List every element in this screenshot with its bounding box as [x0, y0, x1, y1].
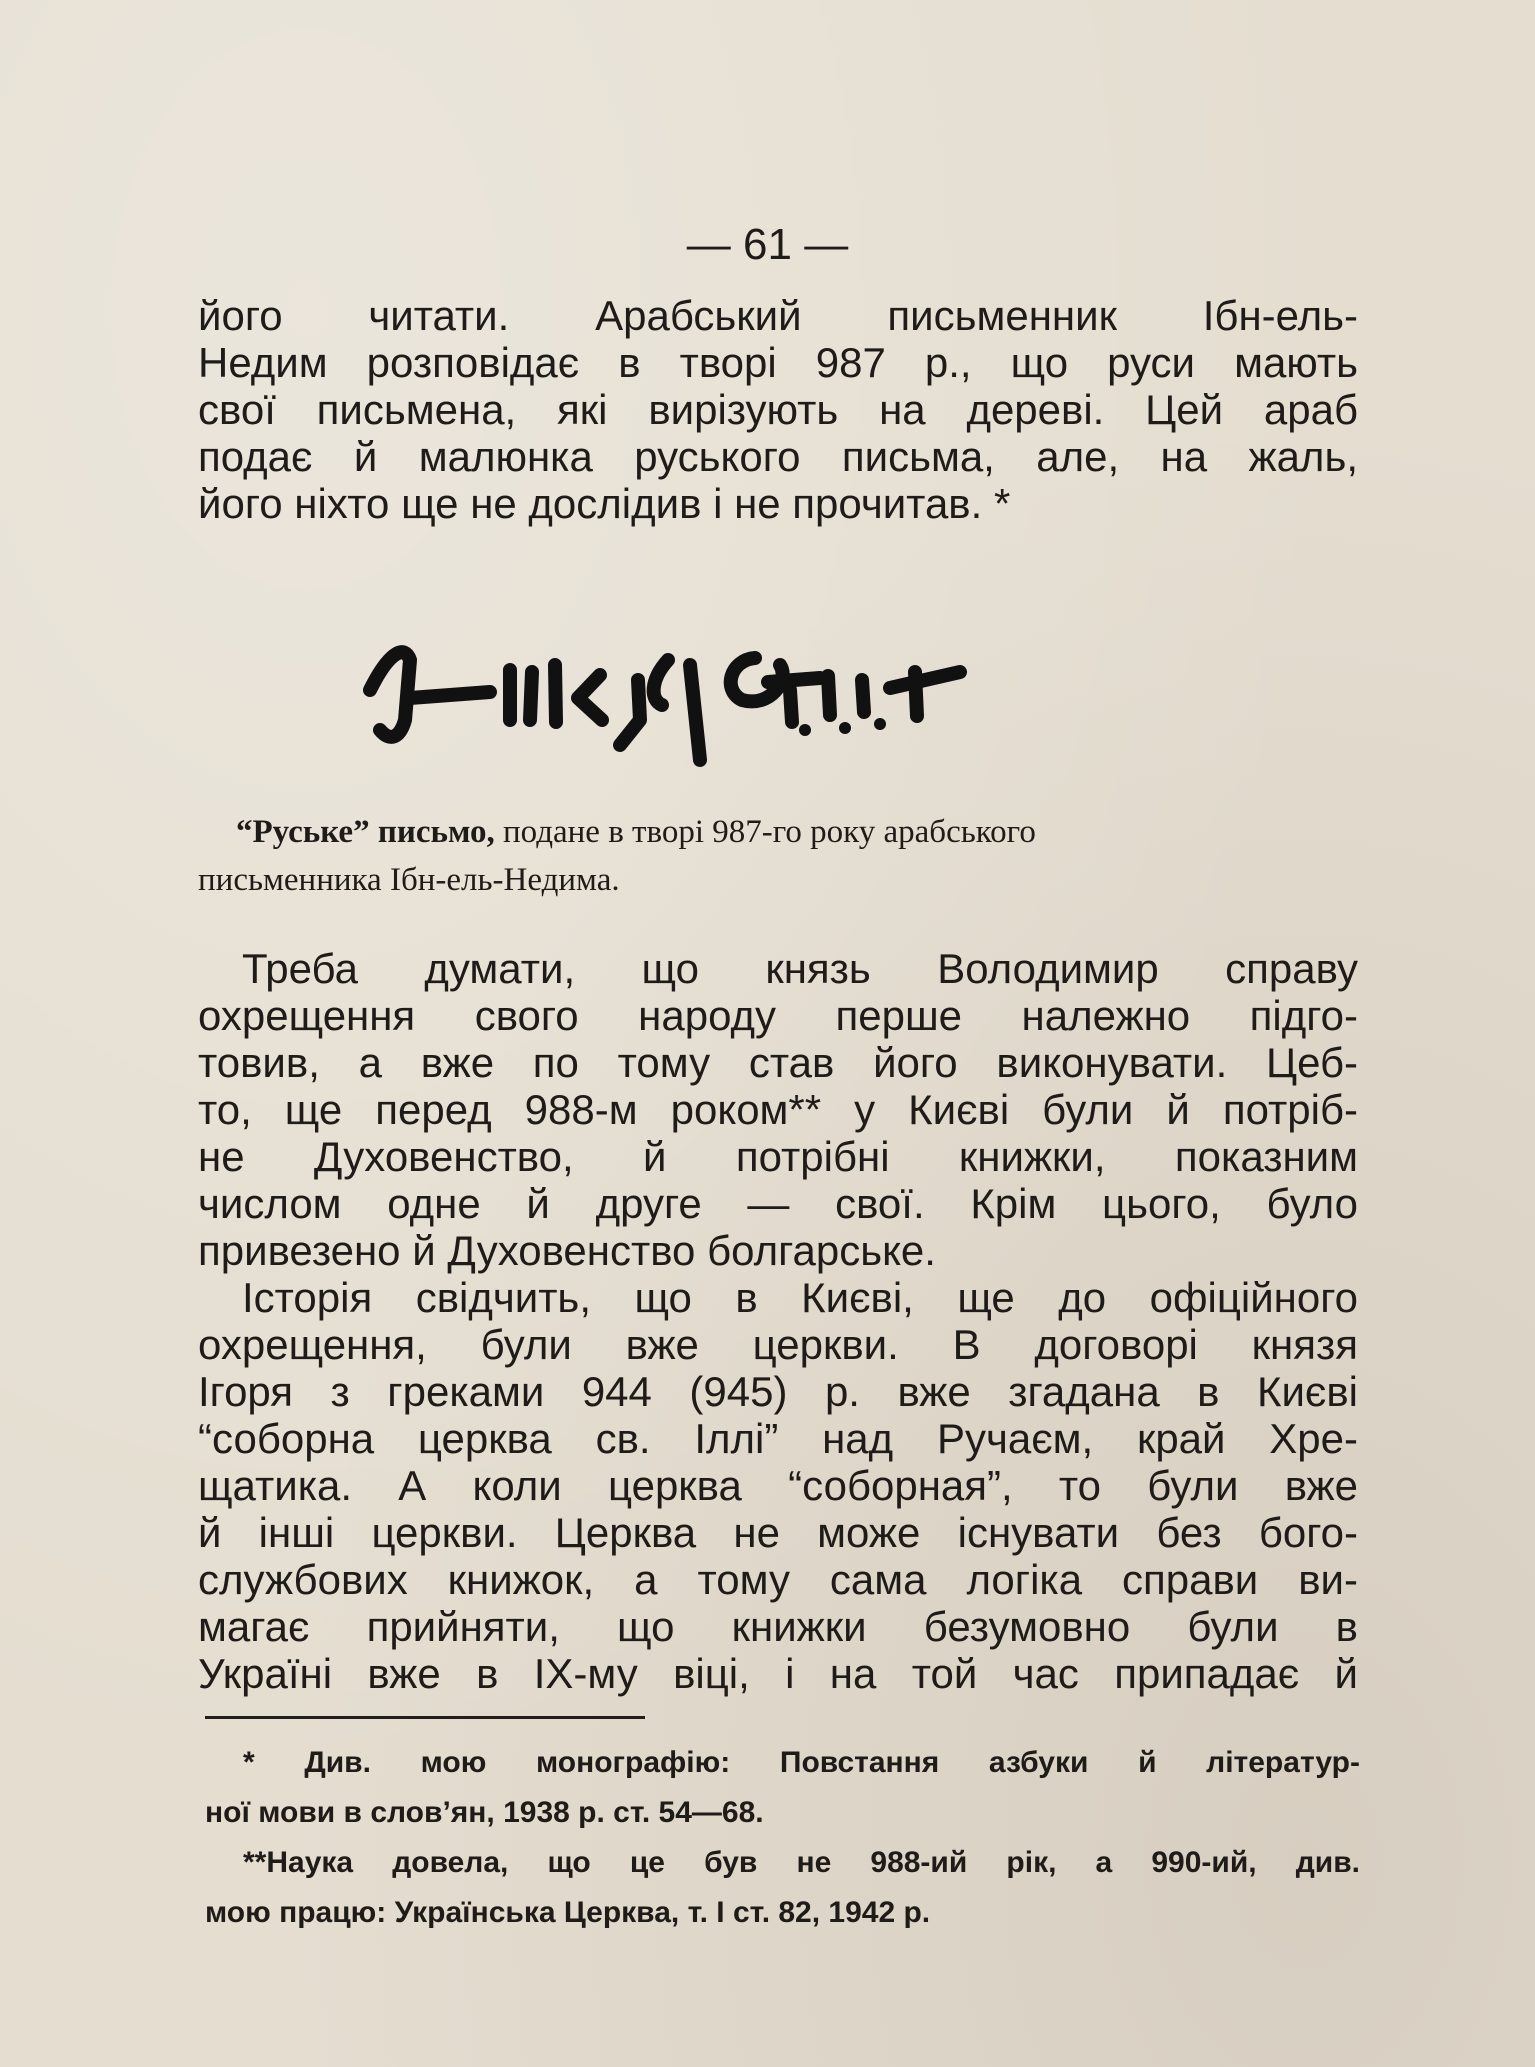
text-line: Україні вже в ІХ-му віці, і на той час припадає й [198, 1650, 1358, 1697]
footnote-line: * Див. мою монографію: Повстання азбуки й літератур- [243, 1746, 1360, 1779]
text-line: Ігоря з греками 944 (945) р. вже згадана в Києві [198, 1368, 1358, 1415]
footnote-divider [205, 1716, 645, 1719]
text-line: Недим розповідає в творі 987 р., що руси мають [198, 339, 1358, 386]
text-line: магає прийняти, що книжки безумовно були в [198, 1603, 1358, 1650]
rus-script-inscription [350, 620, 1150, 770]
text-line: товив, а вже по тому став його виконувати. Цеб- [198, 1039, 1358, 1086]
text-line: охрещення свого народу перше належно підго- [198, 992, 1358, 1039]
caption-line [198, 808, 1328, 856]
footnote-line: ної мови в слов’ян, 1938 р. ст. 54—68. [205, 1796, 764, 1829]
footnote-line: **Наука довела, що це був не 988-ий рік, а 990-ий, див. [243, 1846, 1360, 1879]
main-text [198, 945, 1358, 1697]
top-paragraph [198, 292, 1358, 527]
text-line: охрещення, були вже церкви. В договорі князя [198, 1321, 1358, 1368]
text-line: щатика. А коли церква “соборная”, то були вже [198, 1462, 1358, 1509]
caption-line: письменника Ібн-ель-Недима. [198, 862, 620, 898]
text-line: Історія свідчить, що в Києві, ще до офіційного [242, 1274, 1358, 1321]
text-line: “соборна церква св. Іллі” над Ручаєм, край Хре- [198, 1415, 1358, 1462]
text-line: привезено й Духовенство болгарське. [198, 1227, 936, 1274]
caption-rest: подане в творі 987-го року арабського [494, 814, 1036, 850]
text-line: його читати. Арабський письменник Ібн-ель- [198, 292, 1358, 339]
footnotes [205, 1738, 1360, 1938]
text-line: не Духовенство, й потрібні книжки, показним [198, 1133, 1358, 1180]
text-line: подає й малюнка руського письма, але, на жаль, [198, 433, 1358, 480]
text-line: свої письмена, які вирізують на дереві. Цей араб [198, 386, 1358, 433]
footnote-line: мою працю: Українська Церква, т. І ст. 82, 1942 р. [205, 1896, 931, 1929]
figure-caption [198, 808, 1328, 904]
text-line: Треба думати, що князь Володимир справу [242, 945, 1358, 992]
text-line: й інші церкви. Церква не може існувати без бого- [198, 1509, 1358, 1556]
text-line: службових книжок, а тому сама логіка справи ви- [198, 1556, 1358, 1603]
caption-bold: “Руське” письмо, [236, 814, 495, 850]
page-number: — 61 — [686, 220, 849, 269]
text-line: його ніхто ще не дослідив і не прочитав. * [198, 480, 1011, 527]
text-line: числом одне й друге — свої. Крім цього, було [198, 1180, 1358, 1227]
text-line: то, ще перед 988-м роком** у Києві були й потріб- [198, 1086, 1358, 1133]
